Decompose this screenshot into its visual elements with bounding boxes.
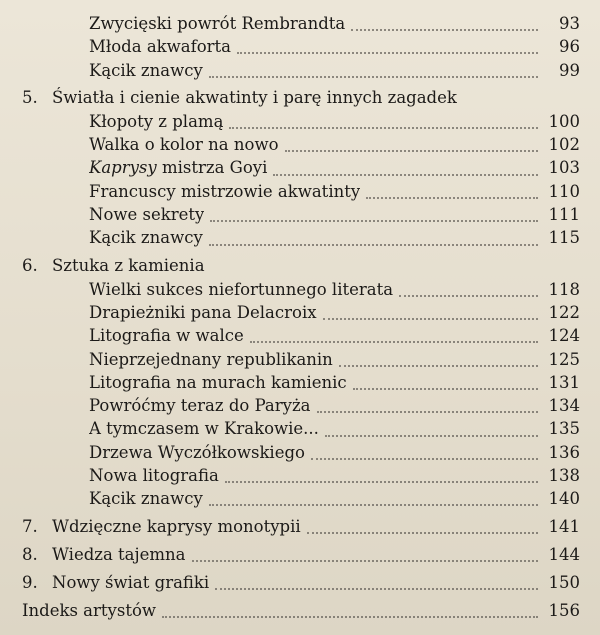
toc-entry-title: Nieprzejednany republikanin [89,349,333,369]
toc-entry-page: 131 [548,372,580,392]
toc-entry [22,278,580,301]
toc-entry-page: 93 [559,14,580,33]
toc-entry-page: 125 [548,349,580,369]
toc-entry [22,59,580,82]
chapter-title: Światła i cienie akwatinty i parę innych zagadek [52,87,457,107]
toc-entry-title: Kącik znawcy [89,489,203,509]
chapter-number: 5. [22,87,38,107]
toc-entry-title: Powróćmy teraz do Paryża [89,396,311,416]
dot-leader [229,126,538,129]
chapter-page: 144 [548,544,580,564]
dot-leader [353,387,538,390]
dot-leader [237,51,538,54]
dot-leader [317,410,538,413]
toc-entry-title: Wielki sukces niefortunnego literata [89,279,394,299]
chapter-title: Sztuka z kamienia [52,255,205,275]
chapter-number: 8. [22,544,38,564]
chapter-number: 6. [22,255,38,275]
toc-entry [22,324,580,347]
toc-entry-title: Litografia na murach kamienic [89,372,347,392]
dot-leader [209,243,538,246]
dot-leader [366,196,538,199]
table-of-contents [22,12,580,623]
toc-entry [22,12,580,35]
toc-entry-page: 99 [559,60,580,80]
chapter-heading-5 [22,86,580,110]
toc-entry-title: Kącik znawcy [89,228,203,248]
chapter-title: Wiedza tajemna [52,544,186,564]
title-rest: mistrza Goyi [156,158,268,178]
toc-entry-title: Kącik znawcy [89,60,203,80]
toc-entry-title: Młoda akwaforta [89,37,232,57]
toc-entry-title: Drzewa Wyczółkowskiego [89,442,305,462]
toc-entry-page: 111 [548,205,580,225]
dot-leader [351,28,538,31]
toc-entry [22,417,580,440]
toc-entry-title: Kłopoty z plamą [89,111,224,131]
dot-leader [209,75,538,78]
dot-leader [339,364,538,367]
dot-leader [273,173,538,176]
toc-entry-title: Litografia w walce [89,326,244,346]
toc-entry-page: 135 [548,419,580,439]
toc-entry [22,226,580,249]
toc-entry-title: Walka o kolor na nowo [89,135,279,155]
toc-entry [22,464,580,487]
dot-leader [250,340,538,343]
toc-entry-title: Zwycięski powrót Rembrandta [89,14,346,33]
toc-entry-page: 138 [548,466,580,486]
index-entry [22,599,580,623]
toc-entry-page: 122 [548,302,580,322]
toc-entry [22,156,580,179]
toc-entry [22,133,580,156]
chapter-title: Wdzięczne kaprysy monotypii [52,516,301,536]
dot-leader [215,587,538,590]
chapter-page: 141 [548,516,580,536]
italic-title-part: Kaprysy [89,158,157,178]
index-title: Indeks artystów [22,600,157,620]
dot-leader [285,149,538,152]
dot-leader [399,294,538,297]
toc-entry [22,441,580,464]
toc-entry-title: A tymczasem w Krakowie... [89,419,319,439]
toc-entry [22,35,580,58]
toc-entry-page: 103 [548,158,580,178]
dot-leader [192,559,538,562]
toc-entry-title: Nowe sekrety [89,205,205,225]
toc-entry-page: 136 [548,442,580,462]
chapter-title: Nowy świat grafiki [52,572,210,592]
dot-leader [209,503,538,506]
toc-entry [22,110,580,133]
toc-entry-title: Francuscy mistrzowie akwatinty [89,181,361,201]
dot-leader [225,480,538,483]
dot-leader [162,615,538,618]
dot-leader [210,219,538,222]
toc-entry [22,348,580,371]
chapter-heading-8 [22,543,580,567]
dot-leader [307,531,538,534]
toc-entry-page: 96 [559,37,580,57]
toc-entry-page: 115 [548,228,580,248]
toc-entry [22,180,580,203]
chapter-heading-6 [22,254,580,278]
toc-entry-page: 140 [548,489,580,509]
toc-entry-page: 102 [548,135,580,155]
chapter-number: 9. [22,572,38,592]
toc-entry [22,394,580,417]
dot-leader [325,434,538,437]
toc-entry [22,487,580,510]
toc-entry-page: 110 [548,181,580,201]
toc-entry [22,301,580,324]
chapter-number: 7. [22,516,38,536]
toc-entry-page: 124 [548,326,580,346]
toc-entry [22,371,580,394]
chapter-page: 150 [548,572,580,592]
toc-entry-title: Nowa litografia [89,466,219,486]
toc-entry-page: 100 [548,111,580,131]
toc-entry-title [89,156,267,179]
toc-entry-page: 134 [548,396,580,416]
index-page: 156 [548,600,580,620]
toc-entry-title: Drapieżniki pana Delacroix [89,302,317,322]
dot-leader [323,317,538,320]
chapter-heading-9 [22,571,580,595]
chapter-heading-7 [22,515,580,539]
toc-entry [22,203,580,226]
toc-entry-page: 118 [548,279,580,299]
dot-leader [311,457,538,460]
